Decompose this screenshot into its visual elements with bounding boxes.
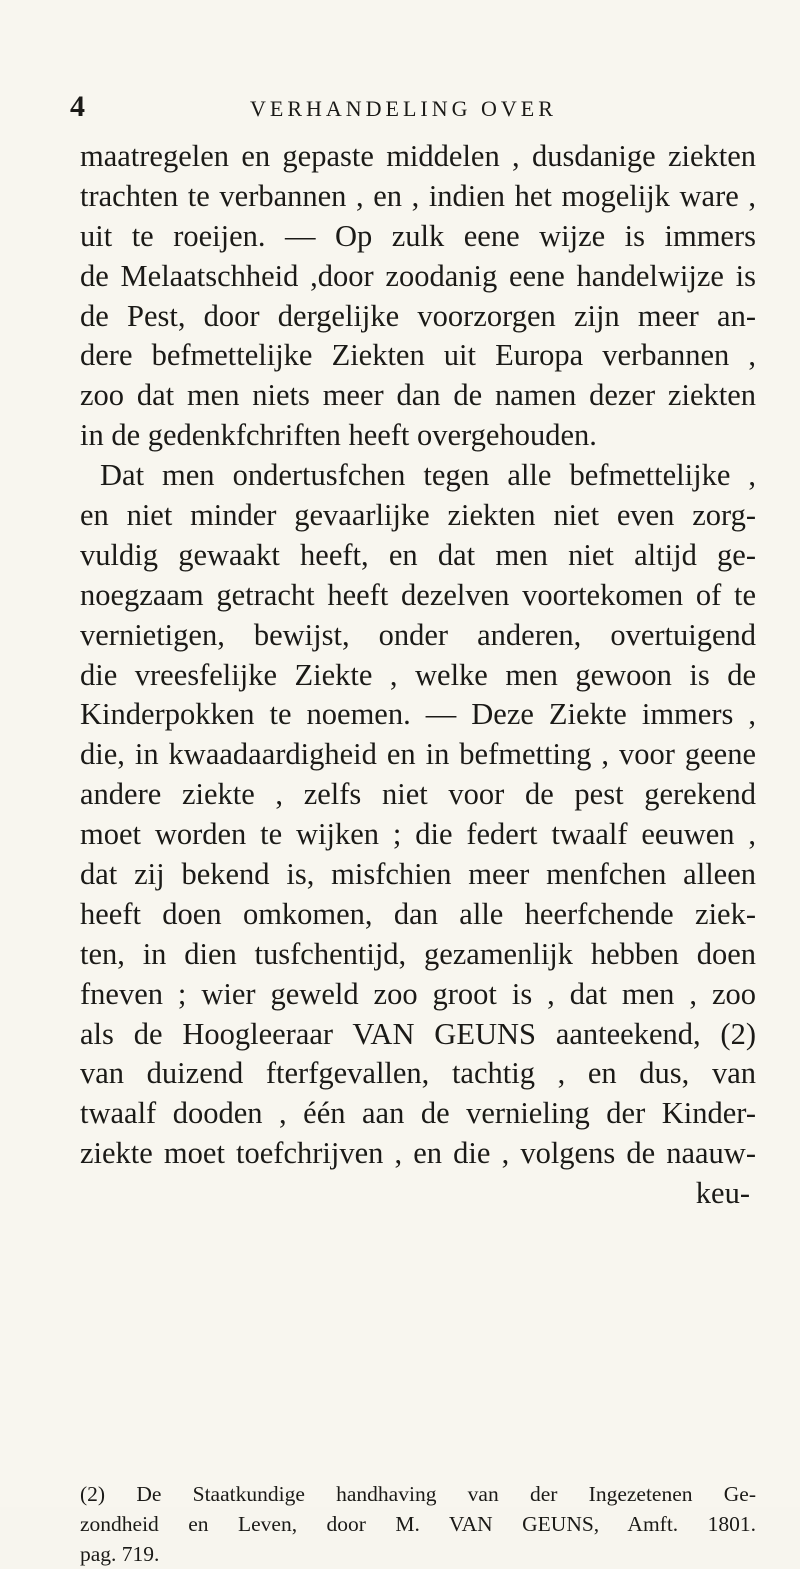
text-line: de Pest, door dergelijke voorzorgen zijn meer an- [80, 298, 756, 333]
text-line: die vreesfelijke Ziekte , welke men gewoon is de [80, 657, 756, 692]
footnote-line: pag. 719. [80, 1542, 160, 1566]
text-line: die, in kwaadaardigheid en in befmetting , voor geene [80, 737, 756, 772]
footnote [80, 1479, 756, 1569]
footnote-line: (2) De Staatkundige handhaving van der Ingezetenen Ge- [80, 1482, 756, 1506]
page-header [70, 88, 790, 128]
text-line: twaalf dooden , één aan de vernieling der Kinder- [80, 1096, 756, 1131]
text-line: noegzaam getracht heeft dezelven voortekomen of te [80, 577, 756, 612]
text-line: heeft doen omkomen, dan alle heerfchende ziek- [80, 896, 756, 931]
text-line: van duizend fterfgevallen, tachtig , en dus, van [80, 1056, 756, 1091]
text-line: dat zij bekend is, misfchien meer menfchen alleen [80, 857, 756, 892]
text-line: ten, in dien tusfchentijd, gezamenlijk hebben doen [80, 936, 756, 971]
text-line: als de Hoogleeraar VAN GEUNS aanteekend, (2) [80, 1016, 756, 1051]
running-head: VERHANDELING OVER [250, 96, 557, 121]
text-line: vernietigen, bewijst, onder anderen, overtuigend [80, 617, 756, 652]
text-line: in de gedenkfchriften heeft overgehouden. [80, 418, 597, 453]
text-line: ziekte moet toefchrijven , en die , volgens de naauw- [80, 1136, 756, 1171]
catchword: keu- [695, 1176, 750, 1211]
text-line: trachten te verbannen , en , indien het mogelijk ware , [80, 178, 756, 213]
text-line: de Melaatschheid ,door zoodanig eene handelwijze is [80, 258, 756, 293]
text-line: en niet minder gevaarlijke ziekten niet even zorg- [80, 498, 756, 533]
text-line: andere ziekte , zelfs niet voor de pest gerekend [80, 777, 756, 812]
text-line: zoo dat men niets meer dan de namen dezer ziekten [80, 378, 756, 413]
footnote-line: zondheid en Leven, door M. VAN GEUNS, Amft. 1801. [80, 1512, 756, 1536]
text-line: Dat men ondertusfchen tegen alle befmettelijke , [100, 458, 756, 493]
text-line: maatregelen en gepaste middelen , dusdanige ziekten [80, 139, 756, 173]
text-line: uit te roeijen. — Op zulk eene wijze is immers [80, 218, 756, 253]
text-line: vuldig gewaakt heeft, en dat men niet altijd ge- [80, 537, 756, 572]
text-line: moet worden te wijken ; die federt twaalf eeuwen , [80, 817, 756, 852]
text-line: Kinderpokken te noemen. — Deze Ziekte immers , [80, 697, 756, 732]
text-line: fneven ; wier geweld zoo groot is , dat men , zoo [80, 976, 756, 1011]
page-number: 4 [70, 90, 85, 123]
text-line: dere befmettelijke Ziekten uit Europa verbannen , [80, 338, 756, 373]
body-text [80, 137, 756, 1212]
